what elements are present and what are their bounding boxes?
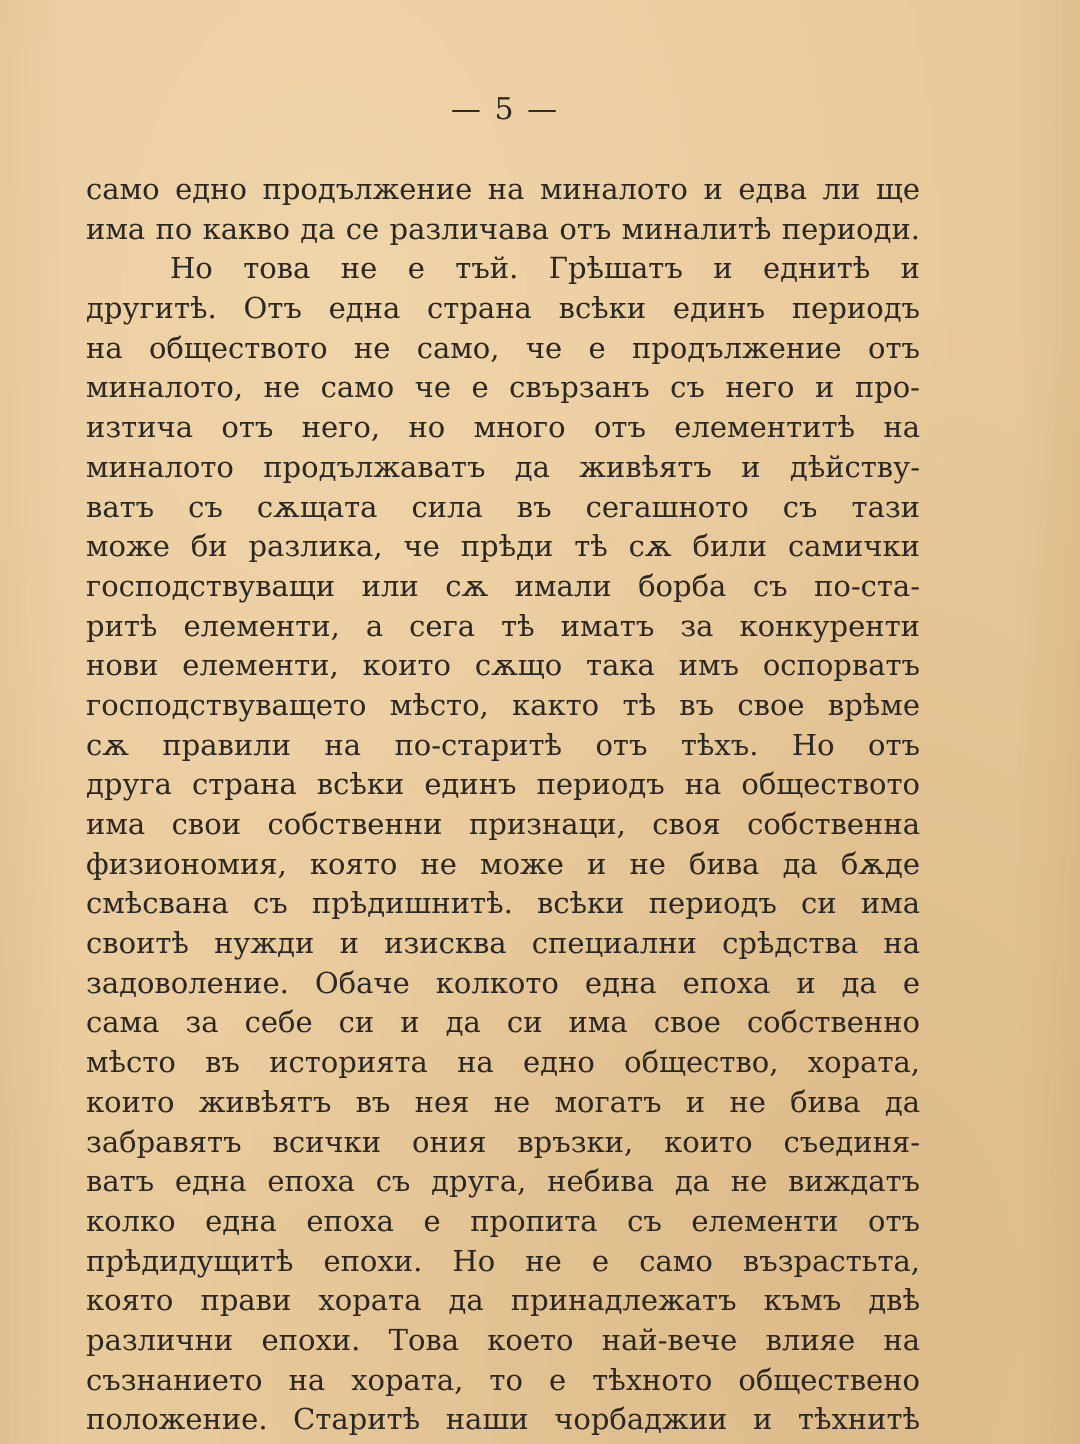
text-line: има по какво да се различава отъ миналитѣ периоди. xyxy=(86,211,920,246)
text-line: само едно продължение на миналото и едва ли ще xyxy=(86,172,920,206)
text-line: физиономия, която не може и не бива да бѫде xyxy=(86,846,920,881)
text-line: ватъ съ сѫщата сила въ сегашното съ тази xyxy=(86,489,920,524)
text-line: задоволение. Обаче колкото една епоха и да е xyxy=(86,965,920,1000)
text-line: колко една епоха е пропита съ елементи отъ xyxy=(86,1203,920,1238)
paragraph-start-line: Но това не е тъй. Грѣшатъ и еднитѣ и xyxy=(170,251,920,286)
text-line: ритѣ елементи, а сега тѣ иматъ за конкуренти xyxy=(86,608,920,643)
text-line: прѣдидущитѣ епохи. Но не е само възрастьта, xyxy=(86,1243,920,1278)
text-line: която прави хората да принадлежатъ къмъ двѣ xyxy=(86,1283,920,1318)
text-line: положение. Старитѣ наши чорбаджии и тѣхнитѣ xyxy=(86,1402,920,1437)
text-line: миналото, не само че е свързанъ съ него и про- xyxy=(86,370,920,405)
text-line: смѣсвана съ прѣдишнитѣ. всѣки периодъ си има xyxy=(86,886,920,921)
text-line: сѫ правили на по-старитѣ отъ тѣхъ. Но отъ xyxy=(86,727,920,762)
text-line: различни епохи. Това което най-вече влияе на xyxy=(86,1322,920,1357)
text-line: господствуващи или сѫ имали борба съ по-ста- xyxy=(86,568,920,603)
text-line: нови елементи, които сѫщо така имъ оспорватъ xyxy=(86,648,920,683)
text-line: другитѣ. Отъ една страна всѣки единъ периодъ xyxy=(86,291,920,326)
text-line: забравятъ всички ония връзки, които съединя- xyxy=(86,1124,920,1159)
text-line: миналото продължаватъ да живѣятъ и дѣйству- xyxy=(86,449,920,484)
text-line: може би разлика, че прѣди тѣ сѫ били самички xyxy=(86,529,920,564)
text-line: друга страна всѣки единъ периодъ на обществото xyxy=(86,767,920,802)
body-text xyxy=(86,170,920,1440)
text-line: изтича отъ него, но много отъ елементитѣ на xyxy=(86,410,920,445)
text-line: има свои собственни признаци, своя собственна xyxy=(86,807,920,841)
page-number: — 5 — xyxy=(450,92,560,127)
text-line: които живѣятъ въ нея не могатъ и не бива да xyxy=(86,1084,920,1119)
text-line: на обществото не само, че е продължение отъ xyxy=(86,330,920,365)
text-line: своитѣ нужди и изисква специални срѣдства на xyxy=(86,926,920,961)
text-line: господствуващето мѣсто, както тѣ въ свое врѣме xyxy=(86,687,920,722)
text-line: съзнанието на хората, то е тѣхното обществено xyxy=(86,1362,920,1397)
text-line: сама за себе си и да си има свое собственно xyxy=(86,1005,920,1040)
text-line: мѣсто въ историята на едно общество, хората, xyxy=(86,1045,920,1080)
text-line: ватъ една епоха съ друга, небива да не виждатъ xyxy=(86,1164,920,1199)
